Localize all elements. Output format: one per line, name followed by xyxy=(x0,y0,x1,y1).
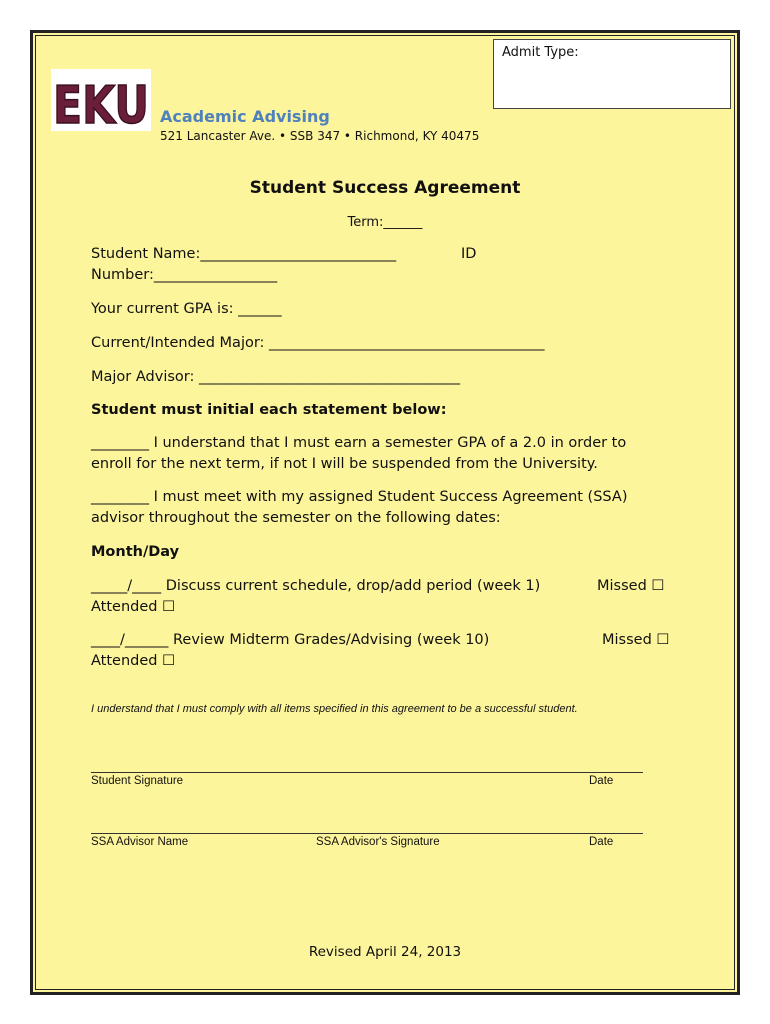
student-signature-line[interactable] xyxy=(91,772,643,773)
admit-type-label: Admit Type: xyxy=(502,45,579,60)
statement2-line1[interactable]: ________ I must meet with my assigned Student Success Agreement (SSA) xyxy=(91,489,628,505)
meeting1-attended-checkbox[interactable]: Attended ☐ xyxy=(91,599,176,615)
meeting2-field[interactable]: ____/______ Review Midterm Grades/Advising (week 10) xyxy=(91,632,490,648)
meeting2-missed-checkbox[interactable]: Missed ☐ xyxy=(602,632,670,648)
admit-type-box[interactable] xyxy=(493,39,731,109)
department-address: 521 Lancaster Ave. • SSB 347 • Richmond, KY 40475 xyxy=(160,129,480,143)
major-field[interactable]: Current/Intended Major: ______________________________________ xyxy=(91,335,545,351)
statement1-line1[interactable]: ________ I understand that I must earn a semester GPA of a 2.0 in order to xyxy=(91,435,627,451)
advisor-signature-line[interactable] xyxy=(91,833,643,834)
student-signature-label: Student Signature xyxy=(91,775,184,787)
meeting1-missed-checkbox[interactable]: Missed ☐ xyxy=(597,578,665,594)
form-title: Student Success Agreement xyxy=(249,178,521,198)
meeting2-attended-checkbox[interactable]: Attended ☐ xyxy=(91,653,176,669)
date-label-1: Date xyxy=(589,775,614,787)
advisor-field[interactable]: Major Advisor: ____________________________________ xyxy=(91,369,460,385)
initial-heading: Student must initial each statement below: xyxy=(91,402,447,418)
statement1-line2: enroll for the next term, if not I will be suspended from the University. xyxy=(91,456,598,472)
meeting1-field[interactable]: _____/____ Discuss current schedule, drop/add period (week 1) xyxy=(91,578,541,594)
date-label-2: Date xyxy=(589,836,614,848)
eku-logo xyxy=(51,69,151,136)
revised-date: Revised April 24, 2013 xyxy=(308,944,462,960)
agreement-page xyxy=(30,30,740,995)
id-label: ID xyxy=(461,246,477,262)
id-number-field[interactable]: Number:_________________ xyxy=(91,267,278,283)
student-name-field[interactable]: Student Name:___________________________ xyxy=(91,246,397,262)
advisor-name-label: SSA Advisor Name xyxy=(91,836,189,848)
term-field[interactable]: Term:______ xyxy=(347,215,423,230)
advisor-signature-label: SSA Advisor's Signature xyxy=(316,836,440,848)
month-day-heading: Month/Day xyxy=(91,544,180,560)
logo-text: EKU xyxy=(53,76,149,136)
gpa-field[interactable]: Your current GPA is: ______ xyxy=(91,301,282,317)
department-name: Academic Advising xyxy=(160,107,330,126)
statement2-line2: advisor throughout the semester on the following dates: xyxy=(91,510,501,526)
understand-statement: I understand that I must comply with all items specified in this agreement to be a successful student. xyxy=(91,703,578,715)
